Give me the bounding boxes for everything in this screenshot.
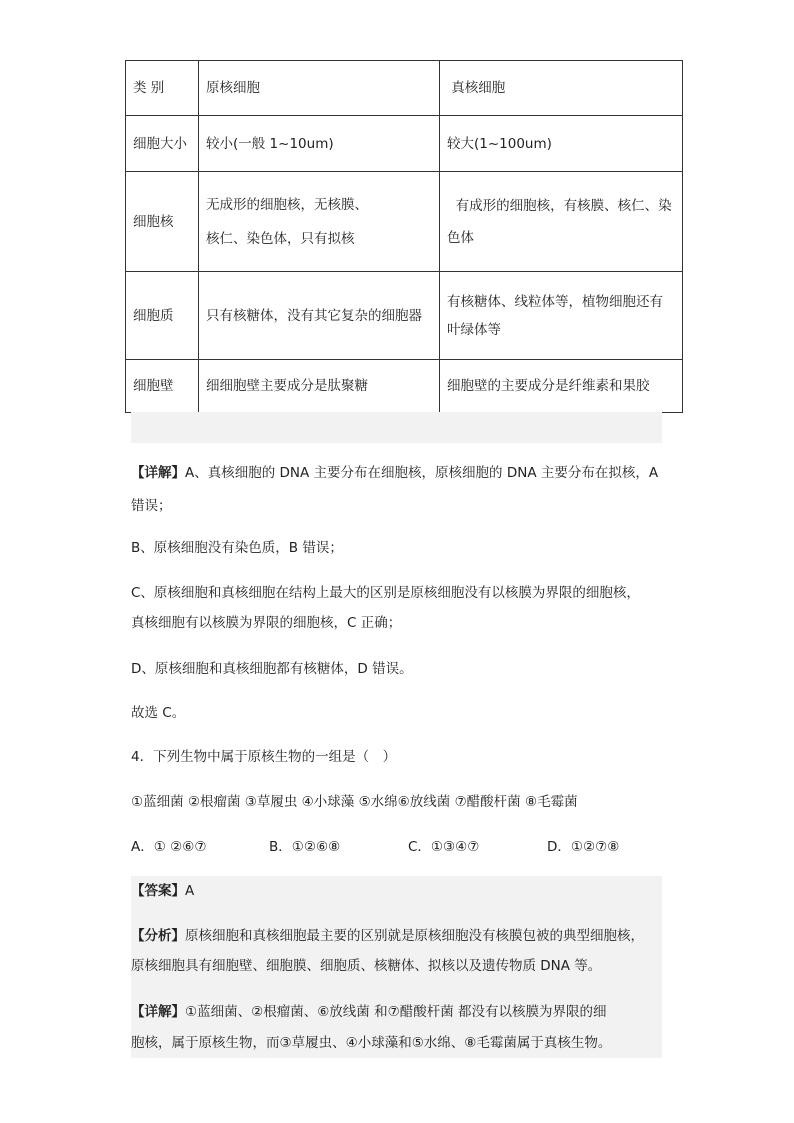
row-label: 细胞壁 <box>126 360 199 413</box>
analysis-line2: 原核细胞具有细胞壁、细胞膜、细胞质、核糖体、拟核以及遗传物质 DNA 等。 <box>131 958 602 974</box>
eukaryote-cell: 有核糖体、线粒体等，植物细胞还有 叶绿体等 <box>440 272 683 360</box>
comparison-table <box>125 60 683 413</box>
shaded-band <box>131 412 662 443</box>
table-row <box>126 360 683 413</box>
option-a: A．① ②⑥⑦ <box>131 839 207 855</box>
table-row <box>126 272 683 360</box>
detail1-option-c-line1: C、原核细胞和真核细胞在结构上最大的区别是原核细胞没有以核膜为界限的细胞核， <box>131 585 640 601</box>
question4-items: ①蓝细菌 ②根瘤菌 ③草履虫 ④小球藻 ⑤水绵⑥放线菌 ⑦醋酸杆菌 ⑧毛霉菌 <box>131 794 578 810</box>
prokaryote-cell: 只有核糖体，没有其它复杂的细胞器 <box>199 272 440 360</box>
table-row <box>126 172 683 272</box>
detail1-line1: 【详解】A、真核细胞的 DNA 主要分布在细胞核，原核细胞的 DNA 主要分布在拟核，A <box>131 465 659 481</box>
option-c: C．①③④⑦ <box>408 839 480 855</box>
prokaryote-cell: 较小(一般 1~10um) <box>199 116 440 172</box>
detail1-conclusion: 故选 C。 <box>131 705 186 721</box>
row-label: 细胞质 <box>126 272 199 360</box>
eukaryote-cell: 有成形的细胞核，有核膜、核仁、染 色体 <box>440 172 683 272</box>
question4-stem: 4．下列生物中属于原核生物的一组是（ ） <box>131 749 397 765</box>
option-b: B．①②⑥⑧ <box>269 839 341 855</box>
detail1-line2: 错误； <box>131 498 172 514</box>
prokaryote-cell: 细细胞壁主要成分是肽聚糖 <box>199 360 440 413</box>
detail1-option-c-line2: 真核细胞有以核膜为界限的细胞核，C 正确； <box>131 615 402 631</box>
header-eukaryote: 真核细胞 <box>440 61 683 116</box>
table-row <box>126 116 683 172</box>
detail2-line1: 【详解】①蓝细菌、②根瘤菌、⑥放线菌 和⑦醋酸杆菌 都没有以核膜为界限的细 <box>131 1004 607 1020</box>
eukaryote-cell: 较大(1~100um) <box>440 116 683 172</box>
detail1-option-d: D、原核细胞和真核细胞都有核糖体，D 错误。 <box>131 661 413 677</box>
question4-options <box>131 832 681 863</box>
row-label: 细胞大小 <box>126 116 199 172</box>
detail1-option-b: B、原核细胞没有染色质，B 错误； <box>131 540 343 556</box>
header-category: 类 别 <box>126 61 199 116</box>
analysis-line1: 【分析】原核细胞和真核细胞最主要的区别就是原核细胞没有核膜包被的典型细胞核， <box>131 928 644 944</box>
header-prokaryote: 原核细胞 <box>199 61 440 116</box>
eukaryote-cell: 细胞壁的主要成分是纤维素和果胶 <box>440 360 683 413</box>
option-d: D．①②⑦⑧ <box>547 839 620 855</box>
detail2-line2: 胞核，属于原核生物，而③草履虫、④小球藻和⑤水绵、⑧毛霉菌属于真核生物。 <box>131 1035 612 1051</box>
prokaryote-cell: 无成形的细胞核，无核膜、 核仁、染色体，只有拟核 <box>199 172 440 272</box>
row-label: 细胞核 <box>126 172 199 272</box>
table-header-row <box>126 61 683 116</box>
answer-line: 【答案】A <box>131 883 195 899</box>
